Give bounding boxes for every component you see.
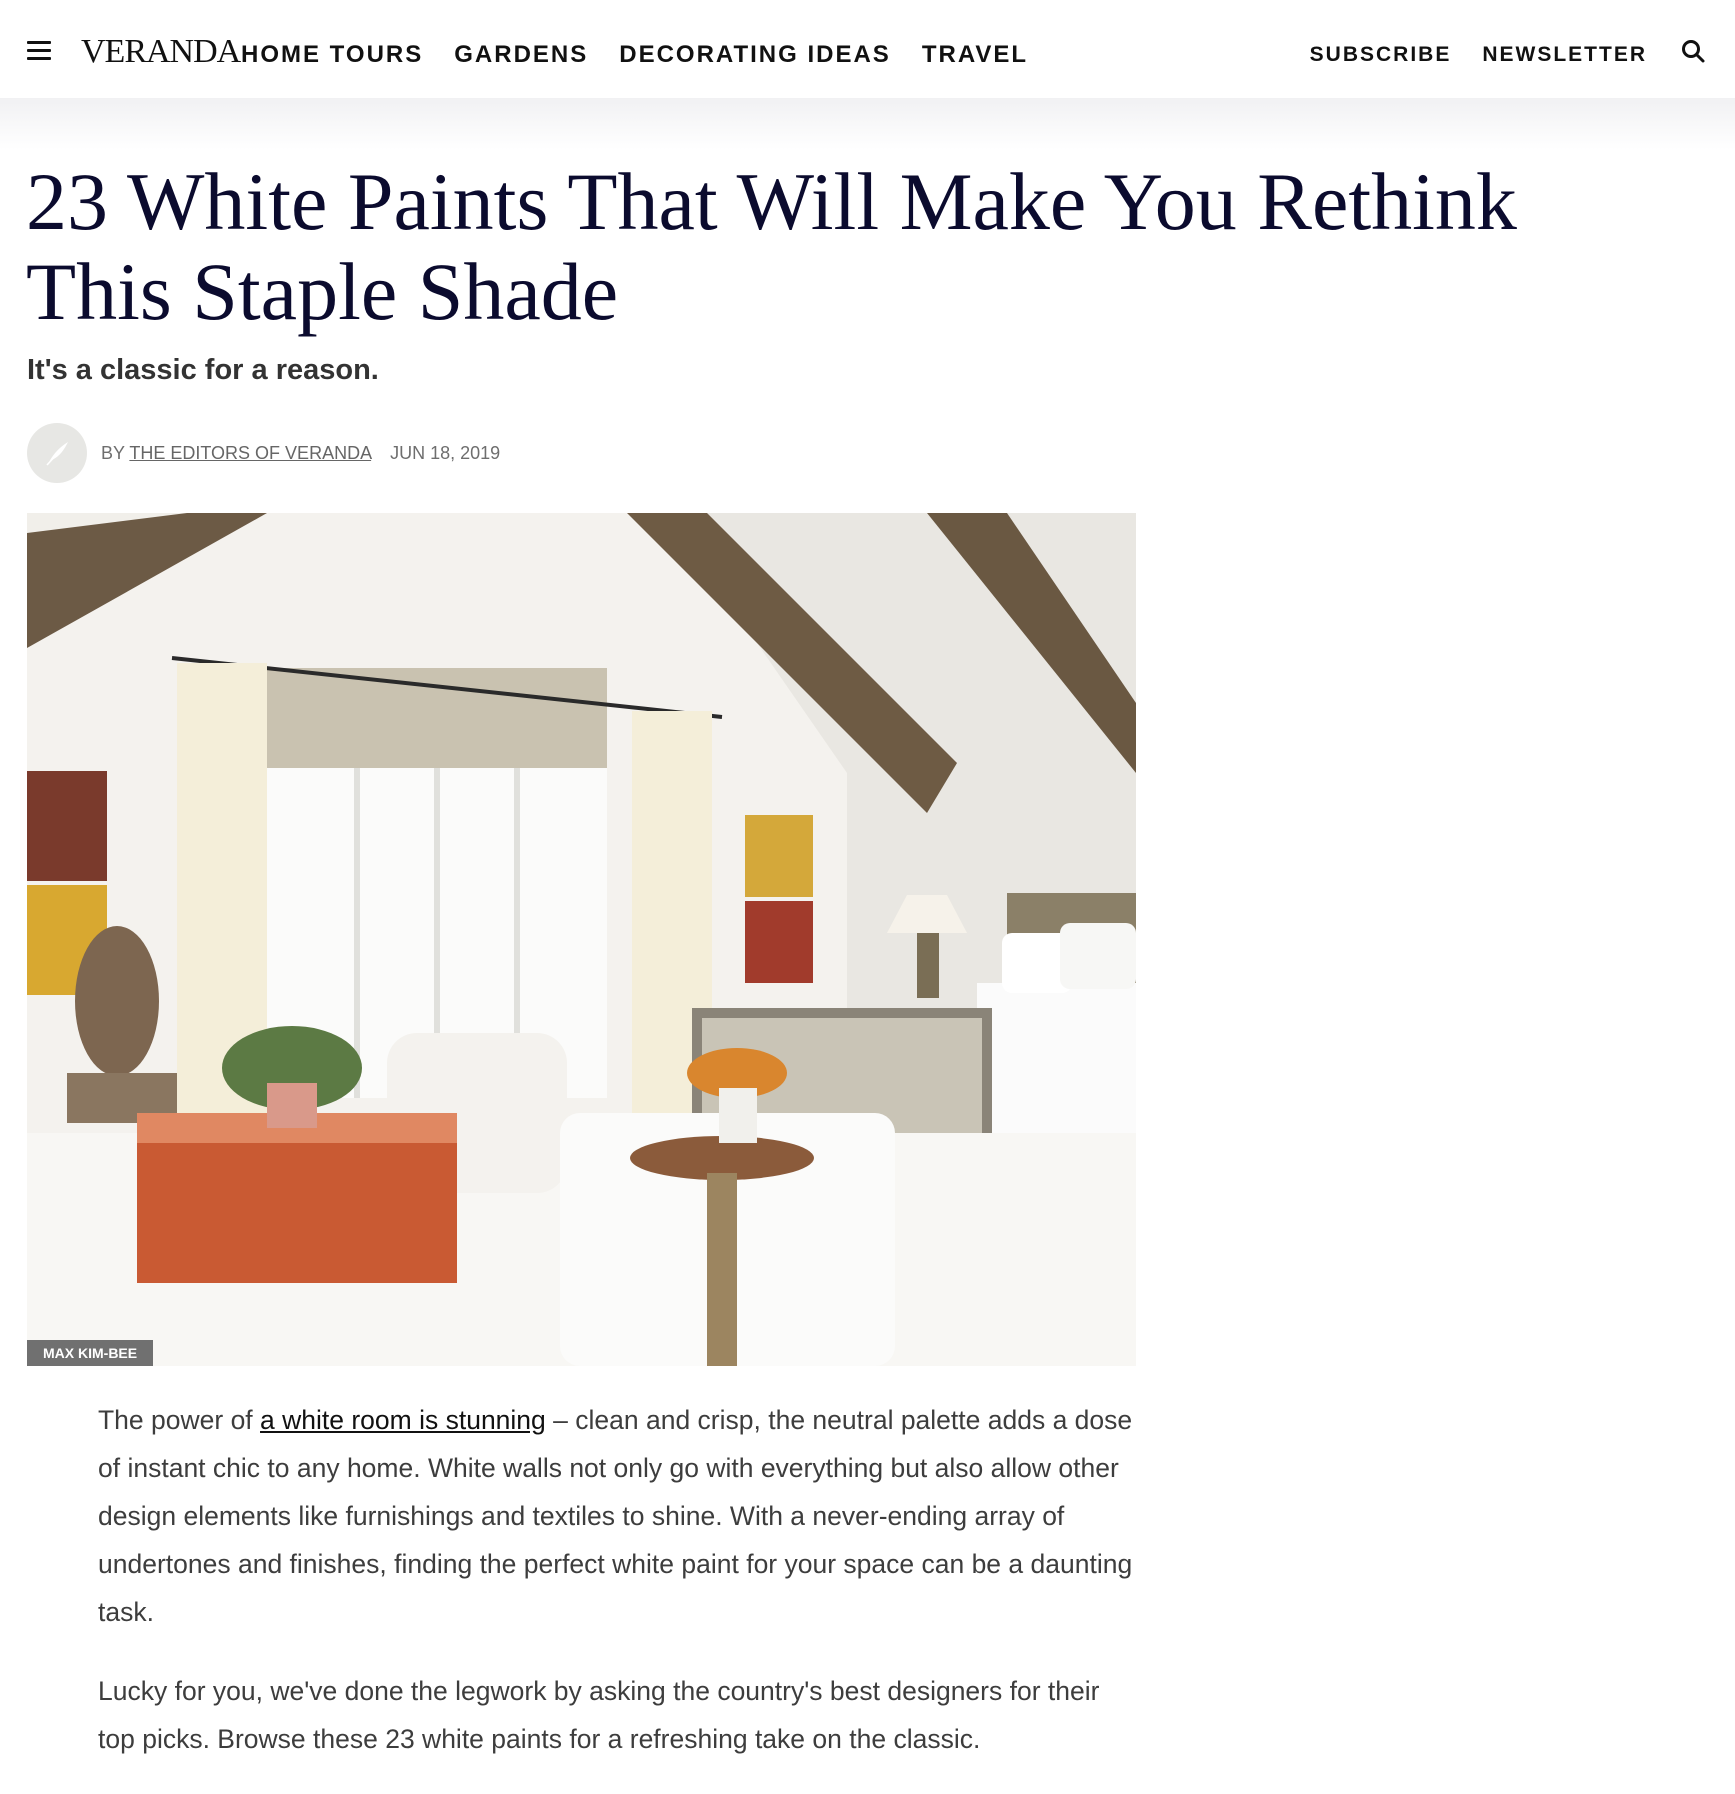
nav-item-gardens[interactable]: GARDENS: [454, 41, 589, 68]
site-header: [0, 0, 1735, 98]
hamburger-menu-icon[interactable]: [27, 41, 51, 61]
article-body: [98, 1396, 1138, 1794]
header-shadow: [0, 98, 1735, 150]
byline-text: [101, 443, 500, 464]
author-link[interactable]: THE EDITORS OF VERANDA: [129, 442, 372, 463]
nav-item-home-tours[interactable]: HOME TOURS: [241, 41, 424, 68]
publish-date: JUN 18, 2019: [390, 442, 501, 463]
white-room-link[interactable]: a white room is stunning: [260, 1405, 546, 1435]
paragraph-1-start: The power of: [98, 1405, 261, 1435]
main-nav: [241, 40, 1028, 70]
photo-credit: MAX KIM-BEE: [27, 1340, 153, 1366]
site-logo[interactable]: VERANDA: [81, 33, 241, 70]
subscribe-link[interactable]: SUBSCRIBE: [1309, 43, 1452, 66]
feather-icon: [42, 438, 72, 468]
byline: [27, 423, 500, 483]
newsletter-link[interactable]: NEWSLETTER: [1482, 43, 1647, 66]
paragraph-1-end: – clean and crisp, the neutral palette adds a dose of instant chic to any home. White walls not only go with everything but also allow other design elements like furnishings and textiles to shine. With a never-ending array of undertones and finishes, finding the perfect white paint for your space can be a daunting task.: [98, 1405, 1133, 1627]
header-actions: [1310, 40, 1647, 70]
article-headline: 23 White Paints That Will Make You Rethink This Staple Shade: [26, 156, 1517, 337]
paragraph-2: Lucky for you, we've done the legwork by asking the country's best designers for their top picks. Browse these 23 white paints for a refreshing take on the classic.: [98, 1676, 1100, 1754]
article-dek: It's a classic for a reason.: [27, 354, 379, 386]
byline-prefix: BY: [101, 442, 125, 463]
author-avatar[interactable]: [27, 423, 87, 483]
nav-item-decorating-ideas[interactable]: DECORATING IDEAS: [619, 41, 891, 68]
nav-item-travel[interactable]: TRAVEL: [921, 41, 1029, 68]
search-icon[interactable]: [1681, 39, 1707, 65]
hero-image: [27, 513, 1136, 1366]
paragraph-1: [98, 1396, 1138, 1636]
